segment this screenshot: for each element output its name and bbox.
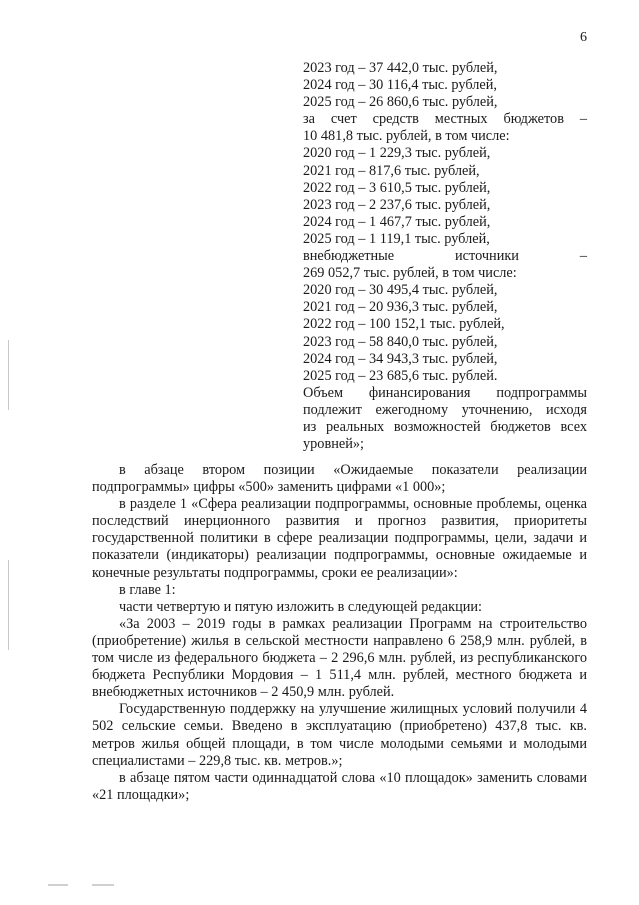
funding-line: 2024 год – 34 943,3 тыс. рублей, xyxy=(303,350,498,367)
funding-line: 2022 год – 100 152,1 тыс. рублей, xyxy=(303,316,505,333)
funding-note-line: подлежит ежегодному уточнению, исходя xyxy=(303,401,587,418)
funding-line: 2023 год – 37 442,0 тыс. рублей, xyxy=(303,60,498,76)
funding-column xyxy=(303,60,587,453)
funding-line: 2024 год – 30 116,4 тыс. рублей, xyxy=(303,77,497,94)
paragraph: в разделе 1 «Сфера реализации подпрограммы, основные проблемы, оценка последствий инерционного развития и прогноз развития, приоритеты государственной политики в сфере реализации подпрограммы, цели, задачи и показатели (индикаторы) реализации подпрограммы, основные ожидаемые и конечные результаты подпрограммы, сроки ее реализации»: xyxy=(92,496,587,581)
paragraph: «За 2003 – 2019 годы в рамках реализации Программ на строительство (приобретение) жилья в сельской местности направлено 6 258,9 млн. рублей, в том числе из федерального бюджета – 2 296,6 млн. рублей, из республиканского бюджета Республики Мордовия – 1 511,4 млн. рублей, местного бюджета и внебюджетных источников – 2 450,9 млн. рублей. xyxy=(92,615,587,701)
funding-line: за счет средств местных бюджетов – xyxy=(303,111,587,128)
funding-line: 2023 год – 58 840,0 тыс. рублей, xyxy=(303,333,498,350)
funding-line: 2020 год – 1 229,3 тыс. рублей, xyxy=(303,145,491,162)
funding-note-line: из реальных возможностей бюджетов всех xyxy=(303,418,587,435)
funding-line: 10 481,8 тыс. рублей, в том числе: xyxy=(303,128,510,145)
funding-line: 2021 год – 20 936,3 тыс. рублей, xyxy=(303,299,498,316)
funding-line: 2025 год – 1 119,1 тыс. рублей, xyxy=(303,230,490,247)
funding-line: 2025 год – 23 685,6 тыс. рублей. xyxy=(303,367,498,384)
funding-line: 2024 год – 1 467,7 тыс. рублей, xyxy=(303,213,491,230)
paragraph: в абзаце втором позиции «Ожидаемые показатели реализации подпрограммы» цифры «500» заменить цифрами «1 000»; xyxy=(92,462,587,496)
paragraph: Государственную поддержку на улучшение жилищных условий получили 4 502 сельские семьи. Введено в эксплуатацию (приобретено) 437,8 тыс. кв. метров жилья общей площади, в том числе молодыми семьями и молодыми специалистами – 229,8 тыс. кв. метров.»; xyxy=(92,701,587,769)
paragraph: части четвертую и пятую изложить в следующей редакции: xyxy=(119,598,483,615)
amendment-text xyxy=(92,462,587,804)
page-number: 6 xyxy=(580,30,587,45)
funding-line: 2023 год – 2 237,6 тыс. рублей, xyxy=(303,196,491,213)
paragraph: в абзаце пятом части одиннадцатой слова «10 площадок» заменить словами «21 площадки»; xyxy=(92,769,587,803)
paragraph: в главе 1: xyxy=(119,581,176,598)
scan-margin-mark xyxy=(8,560,9,650)
funding-line: 269 052,7 тыс. рублей, в том числе: xyxy=(303,265,517,282)
scan-margin-mark xyxy=(8,340,9,410)
scan-footer-mark xyxy=(92,884,114,886)
funding-line: внебюджетные источники – xyxy=(303,248,587,265)
scan-footer-mark xyxy=(48,884,68,886)
funding-line: 2025 год – 26 860,6 тыс. рублей, xyxy=(303,94,498,111)
funding-line: 2020 год – 30 495,4 тыс. рублей, xyxy=(303,282,498,299)
funding-line: 2022 год – 3 610,5 тыс. рублей, xyxy=(303,179,491,196)
funding-note-line: Объем финансирования подпрограммы xyxy=(303,384,587,401)
funding-line: 2021 год – 817,6 тыс. рублей, xyxy=(303,162,480,179)
funding-note-line: уровней»; xyxy=(303,436,364,453)
